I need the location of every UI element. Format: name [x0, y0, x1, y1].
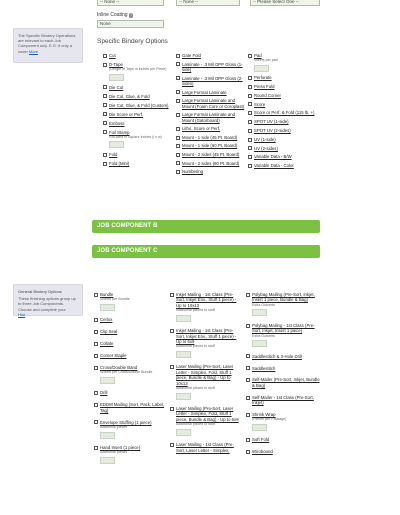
inline-coating-text: Inline Coating: [97, 12, 128, 18]
info-box-general: [13, 284, 83, 316]
checkbox[interactable]: [248, 76, 252, 80]
option-mount-2-sides-60-pt-board[interactable]: [176, 161, 246, 166]
option-laminate-3-mil-opp-gloss-1-side[interactable]: [176, 62, 246, 73]
checkbox[interactable]: [248, 54, 252, 58]
info-general-hint-link[interactable]: Hint: [18, 311, 26, 317]
option-self-mailer-1st-class-pre-sort-inkjet[interactable]: [246, 395, 320, 406]
option-label[interactable]: Press Fold: [254, 84, 275, 90]
checkbox[interactable]: [176, 153, 180, 157]
checkbox[interactable]: [176, 62, 180, 66]
option-perforate[interactable]: [248, 75, 320, 80]
option-label[interactable]: Collate: [100, 341, 114, 347]
checkbox[interactable]: [176, 144, 180, 148]
option-die-cut-glue-fold-custom[interactable]: [103, 103, 173, 108]
checkbox[interactable]: [246, 354, 250, 358]
checkbox[interactable]: [246, 396, 250, 400]
option-press-fold[interactable]: [248, 84, 320, 89]
option-label[interactable]: Large Format Laminate: [182, 89, 227, 95]
checkbox[interactable]: [103, 112, 107, 116]
option-score-or-perf-fold-115-lb[interactable]: [248, 110, 320, 115]
option-sublabel: Additional pieces to stuff: [176, 386, 215, 391]
option-numbering[interactable]: [176, 169, 246, 174]
option-die-cut-glue-fold[interactable]: [103, 94, 173, 99]
option-label[interactable]: Mount - 2 sides (60 Pt. Board): [182, 160, 240, 166]
option-label[interactable]: Pad: [254, 53, 262, 58]
info-general-text: These finishing options group up to three Job Components. Choose and complete your: [18, 296, 76, 312]
checkbox[interactable]: [94, 342, 98, 346]
info-general-title: General Bindery Options: [18, 289, 62, 294]
option-label[interactable]: Gate Fold: [182, 53, 201, 58]
checkbox[interactable]: [248, 102, 252, 106]
checkbox[interactable]: [103, 121, 107, 125]
option-label[interactable]: Litho, Score or Perf.: [182, 126, 221, 132]
specific-bindery-title: Specific Bindery Options: [97, 38, 168, 45]
option-label[interactable]: SPOT UV (1-side): [254, 119, 289, 125]
checkbox[interactable]: [170, 293, 174, 297]
option-label[interactable]: Hand Insert (1 piece): [100, 445, 141, 451]
option-bundle[interactable]: [94, 292, 166, 311]
job-component-b-bar[interactable]: JOB COMPONENT B: [92, 220, 320, 233]
option-variable-data-b-w[interactable]: [248, 154, 320, 159]
option-label[interactable]: Mount - 2 sides (45 Pt. Board): [182, 151, 240, 157]
checkbox[interactable]: [103, 85, 107, 89]
select-1[interactable]: -- None --: [97, 0, 164, 6]
inline-coating-select[interactable]: None: [97, 20, 164, 28]
option-laser-mailing-pre-sort-laser-letter-simp[interactable]: [170, 364, 242, 399]
option-label[interactable]: Cerlox: [100, 317, 113, 323]
checkbox[interactable]: [176, 170, 180, 174]
option-drill[interactable]: [94, 390, 166, 395]
option-label[interactable]: Variable Data - B/W: [254, 154, 292, 160]
quantity-input[interactable]: [252, 309, 267, 316]
option-large-format-laminate[interactable]: [176, 90, 246, 95]
checkbox[interactable]: [248, 155, 252, 159]
checkbox[interactable]: [176, 99, 180, 103]
option-sublabel: Additional pieces to stuff: [176, 422, 215, 427]
checkbox[interactable]: [94, 391, 98, 395]
specific-col-1: [103, 53, 173, 170]
option-label[interactable]: Polybag Mailing - 1st Class (Pre-Sort, Inkjet, Insert 1 piece): [252, 322, 315, 334]
option-large-format-laminate-and-mount-gatorboa[interactable]: [176, 112, 246, 123]
option-label[interactable]: UV (1-side): [254, 136, 276, 142]
checkbox[interactable]: [170, 407, 174, 411]
checkbox[interactable]: [246, 438, 250, 442]
checkbox[interactable]: [103, 162, 107, 166]
option-label[interactable]: Die Cut, Glue, & Fold: [109, 93, 150, 99]
option-saddlestitch-3-hole-drill[interactable]: [246, 354, 320, 359]
select-2[interactable]: -- None --: [176, 0, 240, 6]
option-collate[interactable]: [94, 341, 166, 346]
option-label[interactable]: EDDM Mailing (Sort, Pack, Label, Tag): [100, 402, 164, 413]
option-variable-data-color[interactable]: [248, 163, 320, 168]
checkbox[interactable]: [103, 153, 107, 157]
option-corner-staple[interactable]: [94, 353, 166, 358]
checkbox[interactable]: [94, 293, 98, 297]
option-soft-fold[interactable]: [246, 437, 320, 442]
checkbox[interactable]: [103, 130, 107, 134]
option-sublabel: Additional pieces: [100, 450, 128, 455]
quantity-input[interactable]: [100, 432, 115, 439]
option-label[interactable]: Die Cut, Glue, & Fold (Custom): [109, 102, 169, 108]
quantity-input[interactable]: [176, 393, 191, 400]
option-mount-1-side-45-pt-board[interactable]: [176, 135, 246, 140]
option-shrink-wrap[interactable]: [246, 412, 320, 431]
option-sublabel: Extra Outserts: [252, 302, 275, 307]
checkbox[interactable]: [103, 54, 107, 58]
option-laser-mailing-1st-class-pre-sort-laser-l[interactable]: [170, 442, 242, 453]
quantity-input[interactable]: [254, 65, 269, 72]
option-label[interactable]: Laser Mailing (Pre-Sort, Laser Letter - Simplex, Fold, Stuff 1 piece, Bundle & Bag) - Up to 6x9: [176, 406, 239, 422]
option-d-tape[interactable]: [103, 62, 173, 81]
option-label[interactable]: Numbering: [182, 169, 204, 175]
specific-col-3: [248, 53, 320, 172]
option-label[interactable]: Wirobound: [252, 449, 273, 455]
option-uv-1-side[interactable]: [248, 137, 320, 142]
option-label[interactable]: SPOT UV (2-sides): [254, 128, 291, 134]
option-mount-2-sides-45-pt-board[interactable]: [176, 152, 246, 157]
option-label[interactable]: Mount - 1 side (60 Pt. Board): [182, 143, 238, 149]
option-label[interactable]: Die Cut: [109, 84, 124, 90]
option-label[interactable]: Shrink Wrap: [252, 412, 276, 418]
option-label[interactable]: Large Format Laminate and Mount (Gatorboard): [182, 112, 236, 123]
inline-coating-label: [97, 12, 133, 18]
option-label[interactable]: Soft Fold: [252, 437, 270, 443]
option-sublabel: Additional pieces to stuff: [176, 308, 215, 313]
checkbox[interactable]: [103, 94, 107, 98]
option-label[interactable]: Laser Mailing (Pre-Sort, Laser Letter - Simplex, Fold, Stuff 1 piece, Bundle & Bag) - Up to 10x13: [176, 364, 234, 386]
specific-col-2: [176, 53, 246, 178]
checkbox[interactable]: [248, 85, 252, 89]
checkbox[interactable]: [246, 366, 250, 370]
checkbox[interactable]: [176, 76, 180, 80]
checkbox[interactable]: [248, 138, 252, 142]
quantity-input[interactable]: [100, 304, 115, 311]
checkbox[interactable]: [246, 378, 250, 382]
option-label[interactable]: Laminate - .3 Mil OPP Gloss (2-sides): [182, 75, 243, 86]
option-inkjet-mailing-1st-class-pre-sort-inkjet[interactable]: [170, 292, 242, 322]
quantity-input[interactable]: [252, 424, 267, 431]
option-sublabel: Additional pieces: [100, 425, 128, 430]
option-label[interactable]: Score or Perf. & Fold (115 lb. +): [254, 110, 315, 116]
checkbox[interactable]: [170, 365, 174, 369]
option-spot-uv-2-sides[interactable]: [248, 128, 320, 133]
option-wirobound[interactable]: [246, 449, 320, 454]
option-label[interactable]: Inkjet Mailing - 1st Class (Pre-Sort, Inkjet Env., Stuff 1 piece) - Up to 10x13: [176, 292, 237, 308]
option-gate-fold[interactable]: [176, 53, 246, 58]
help-icon[interactable]: ?: [130, 13, 133, 17]
option-large-format-laminate-and-mount-foam-cor[interactable]: [176, 98, 246, 109]
option-label[interactable]: Fold: [109, 152, 118, 157]
checkbox[interactable]: [248, 111, 252, 115]
option-label[interactable]: Foil Stamp: [109, 129, 130, 135]
option-clip-seal[interactable]: [94, 329, 166, 334]
option-label[interactable]: Envelope Stuffing (1 piece): [100, 419, 152, 425]
option-litho-score-or-perf[interactable]: [176, 126, 246, 131]
option-label[interactable]: Bundle: [100, 292, 114, 297]
general-col-3: [246, 292, 320, 461]
checkbox[interactable]: [248, 120, 252, 124]
option-die-score-or-perf[interactable]: [103, 112, 173, 117]
option-polybag-mailing-pre-sort-inkjet-insert-1[interactable]: [246, 292, 320, 316]
option-score[interactable]: [248, 102, 320, 107]
option-label[interactable]: Die Score or Perf.: [109, 111, 144, 117]
checkbox[interactable]: [94, 318, 98, 322]
option-label[interactable]: Round Corner: [254, 92, 281, 98]
quantity-input[interactable]: [109, 74, 124, 81]
option-cut[interactable]: [103, 53, 173, 58]
option-spot-uv-1-side[interactable]: [248, 119, 320, 124]
option-label[interactable]: Inkjet Mailing - 1st Class (Pre-Sort, Inkjet Env., Stuff 1 piece) - Up to 6x9: [176, 328, 237, 345]
option-sublabel: Extra Outserts: [252, 333, 275, 338]
option-sublabel: Foil Area in Square Inches (l x w): [109, 134, 162, 139]
quantity-input[interactable]: [100, 457, 115, 464]
option-label[interactable]: Saddlestitch: [252, 365, 276, 371]
quantity-input[interactable]: [176, 315, 191, 322]
checkbox[interactable]: [103, 103, 107, 107]
job-component-c-bar[interactable]: JOB COMPONENT C: [92, 245, 320, 258]
option-label[interactable]: Polybag Mailing (Pre-Sort, Inkjet, Insert 1 piece, Bundle & Bag): [252, 292, 315, 303]
checkbox[interactable]: [246, 450, 250, 454]
option-sublabel: Sheets per Bundle: [100, 297, 130, 302]
checkbox[interactable]: [94, 446, 98, 450]
option-emboss[interactable]: [103, 121, 173, 126]
checkbox[interactable]: [94, 366, 98, 370]
option-inkjet-mailing-1st-class-pre-sort-inkjet[interactable]: [170, 328, 242, 358]
option-label[interactable]: Clip Seal: [100, 329, 118, 335]
option-envelope-stuffing-1-piece[interactable]: [94, 420, 166, 439]
option-label[interactable]: Self-Mailer - 1st Class (Pre-Sort, Inkjet): [252, 394, 314, 406]
option-sublabel: Additional pieces to stuff: [176, 344, 215, 349]
checkbox[interactable]: [94, 330, 98, 334]
general-col-2: [170, 292, 242, 460]
option-fold-mini[interactable]: [103, 161, 173, 166]
checkbox[interactable]: [246, 324, 250, 328]
quantity-input[interactable]: [176, 351, 191, 358]
checkbox[interactable]: [94, 403, 98, 407]
option-laminate-3-mil-opp-gloss-2-sides[interactable]: [176, 76, 246, 87]
option-die-cut[interactable]: [103, 85, 173, 90]
option-self-mailer-pre-sort-inkjet-bundle-bag[interactable]: [246, 377, 320, 388]
option-cerlox[interactable]: [94, 317, 166, 322]
option-mount-1-side-60-pt-board[interactable]: [176, 143, 246, 148]
checkbox[interactable]: [176, 127, 180, 131]
option-fold[interactable]: [103, 152, 173, 157]
info-specific-more-link[interactable]: More: [28, 48, 39, 54]
checkbox[interactable]: [176, 90, 180, 94]
quantity-input[interactable]: [176, 429, 191, 436]
checkbox[interactable]: [176, 113, 180, 117]
option-label[interactable]: Variable Data - Color: [254, 163, 294, 169]
option-label[interactable]: Large Format Laminate and Mount (Foam Core or Coroplast): [182, 98, 245, 109]
checkbox[interactable]: [246, 293, 250, 297]
checkbox[interactable]: [176, 161, 180, 165]
option-polybag-mailing-1st-class-pre-sort-inkje[interactable]: [246, 323, 320, 347]
option-label[interactable]: Drill: [100, 390, 108, 396]
checkbox[interactable]: [248, 146, 252, 150]
checkbox[interactable]: [248, 129, 252, 133]
info-box-specific: [13, 28, 83, 63]
option-label[interactable]: Fold (Mini): [109, 161, 130, 166]
option-uv-2-sides[interactable]: [248, 146, 320, 151]
option-sublabel: Sheets per Cross/Double Bundle: [100, 370, 153, 375]
option-label[interactable]: Cut: [109, 53, 116, 58]
info-specific-text: The Specific Bindery Operations are relevant to each Job Component only. E.G. if only a cover: [18, 33, 76, 54]
option-saddlestitch[interactable]: [246, 366, 320, 371]
quantity-input[interactable]: [252, 340, 267, 347]
option-cross-double-band[interactable]: [94, 365, 166, 384]
checkbox[interactable]: [246, 413, 250, 417]
option-label[interactable]: Corner Staple: [100, 353, 127, 359]
checkbox[interactable]: [170, 329, 174, 333]
option-sublabel: (Length of Tape in inches per Piece): [109, 67, 167, 72]
option-hand-insert-1-piece[interactable]: [94, 445, 166, 464]
option-label[interactable]: Laser Mailing - 1st Class (Pre-Sort, Laser Letter - Simplex,: [176, 442, 234, 453]
checkbox[interactable]: [94, 420, 98, 424]
general-col-1: [94, 292, 166, 470]
option-label[interactable]: Self-Mailer (Pre-Sort, Inkjet, Bundle & Bag): [252, 377, 320, 388]
option-sublabel: (Pieces per Package): [252, 417, 287, 422]
option-pad[interactable]: [248, 53, 320, 72]
checkbox[interactable]: [176, 136, 180, 140]
checkbox[interactable]: [176, 54, 180, 58]
option-label[interactable]: Mount - 1 side (45 Pt. Board): [182, 134, 238, 140]
quantity-input[interactable]: [100, 377, 115, 384]
option-label[interactable]: Emboss: [109, 120, 125, 126]
option-label[interactable]: Laminate - .3 Mil OPP Gloss (1-side): [182, 61, 243, 72]
option-label[interactable]: Saddlestitch & 3-Hole Drill: [252, 353, 302, 359]
option-label[interactable]: Perforate: [254, 75, 272, 81]
checkbox[interactable]: [170, 443, 174, 447]
option-laser-mailing-pre-sort-laser-letter-simp[interactable]: [170, 406, 242, 436]
checkbox[interactable]: [94, 354, 98, 358]
option-eddm-mailing-sort-pack-label-tag[interactable]: [94, 402, 166, 413]
checkbox[interactable]: [103, 63, 107, 67]
option-sublabel: sheets per pad: [254, 58, 278, 63]
checkbox[interactable]: [248, 94, 252, 98]
option-foil-stamp[interactable]: [103, 130, 173, 149]
option-label[interactable]: Score: [254, 101, 266, 107]
checkbox[interactable]: [248, 164, 252, 168]
option-label[interactable]: D-Tape: [109, 62, 123, 67]
option-label[interactable]: UV (2-sides): [254, 145, 278, 151]
option-label[interactable]: Cross/Double Band: [100, 365, 138, 371]
select-3[interactable]: -- Please Select One --: [250, 0, 320, 6]
quantity-input[interactable]: [109, 141, 124, 148]
option-round-corner[interactable]: [248, 93, 320, 98]
